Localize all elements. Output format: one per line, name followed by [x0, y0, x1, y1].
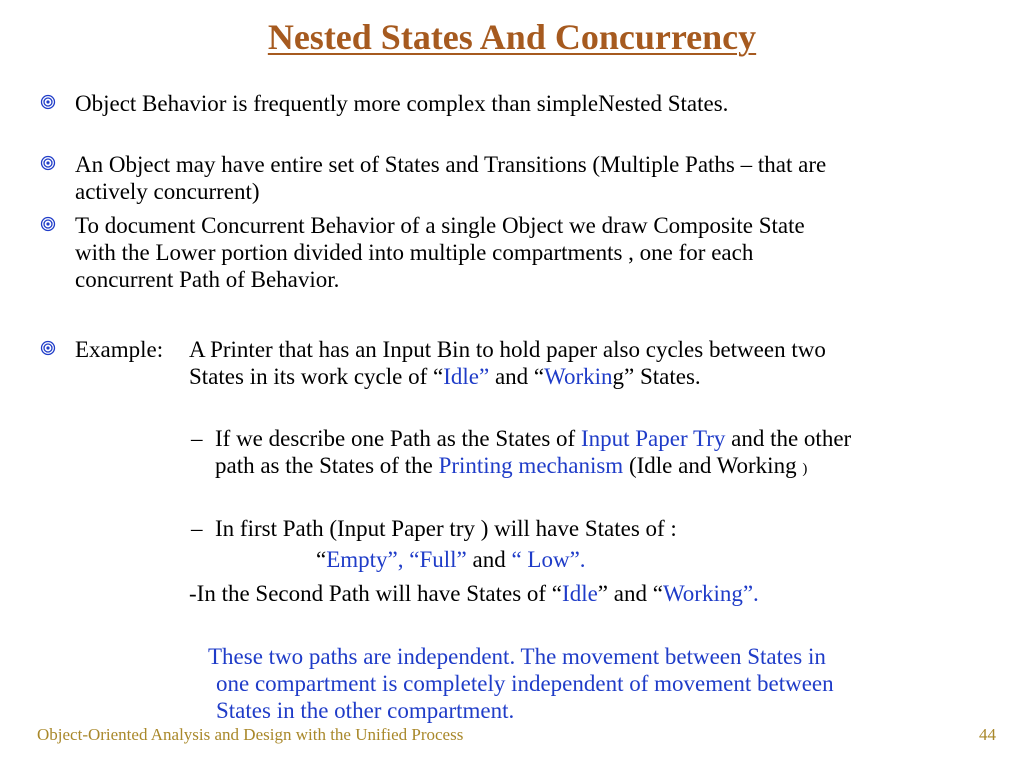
page-number: 44 [979, 725, 996, 744]
second-path-text-a: -In the Second Path will have States of “ [189, 581, 563, 606]
empty-full-states: Empty”, “Full” [326, 547, 467, 572]
example-label: Example: [75, 337, 164, 362]
concentric-circle-bullet-icon [40, 155, 56, 171]
second-path-working: Working”. [662, 581, 759, 606]
conclusion-line-3: States in the other compartment. [216, 698, 515, 723]
sub-1-text-b: and the other [725, 426, 852, 451]
example-line-1: A Printer that has an Input Bin to hold paper also cycles between two [189, 337, 826, 362]
sub-2-and: and [466, 547, 512, 572]
conclusion-line-1: These two paths are independent. The movement between States in [208, 644, 826, 669]
bullet-3-line-1: To document Concurrent Behavior of a single Object we draw Composite State [75, 213, 805, 238]
sub-1-dash: – [191, 426, 203, 451]
example-working-state: Workin [544, 364, 613, 389]
concentric-circle-bullet-icon [40, 340, 56, 356]
sub-1-text-c: path as the States of the [215, 453, 439, 478]
concentric-circle-bullet-icon [40, 94, 56, 110]
bullet-3-line-3: concurrent Path of Behavior. [75, 267, 340, 292]
sub-1-text-a: If we describe one Path as the States of [215, 426, 581, 451]
sub-1-line-1 [215, 425, 851, 452]
sub-2-line-1: In first Path (Input Paper try ) will have States of : [215, 516, 677, 541]
sub-2-open-quote: “ [316, 547, 327, 572]
concentric-circle-bullet-icon [40, 216, 56, 232]
printing-mechanism-term: Printing mechanism [438, 453, 624, 478]
conclusion-line-2: one compartment is completely independent of movement between [216, 671, 834, 696]
example-line-2-text-b: and “ [489, 364, 545, 389]
example-line-2-text-a: States in its work cycle of “ [189, 364, 444, 389]
example-line-2 [189, 363, 701, 390]
bullet-2-line-2: actively concurrent) [75, 179, 260, 204]
low-state: “ Low”. [511, 547, 586, 572]
sub-2-line-2 [316, 546, 586, 573]
footer-course-title: Object-Oriented Analysis and Design with the Unified Process [37, 725, 464, 744]
second-path-text-b: ” and “ [597, 581, 663, 606]
bullet-3-line-2: with the Lower portion divided into multiple compartments , one for each [75, 240, 754, 265]
bullet-2-line-1: An Object may have entire set of States and Transitions (Multiple Paths – that are [75, 152, 827, 177]
sub-2-dash: – [191, 516, 203, 541]
slide-title: Nested States And Concurrency [267, 17, 757, 57]
second-path-line [189, 580, 759, 607]
example-idle-state: Idle” [443, 364, 490, 389]
sub-1-close-paren: ) [802, 461, 808, 477]
second-path-idle: Idle [562, 581, 598, 606]
sub-1-line-2 [215, 452, 807, 483]
sub-1-text-d: (Idle and Working [623, 453, 803, 478]
bullet-1-line-1: Object Behavior is frequently more complex than simpleNested States. [75, 91, 729, 116]
input-paper-try-term: Input Paper Try [580, 426, 726, 451]
example-line-2-text-c: g” States. [612, 364, 701, 389]
